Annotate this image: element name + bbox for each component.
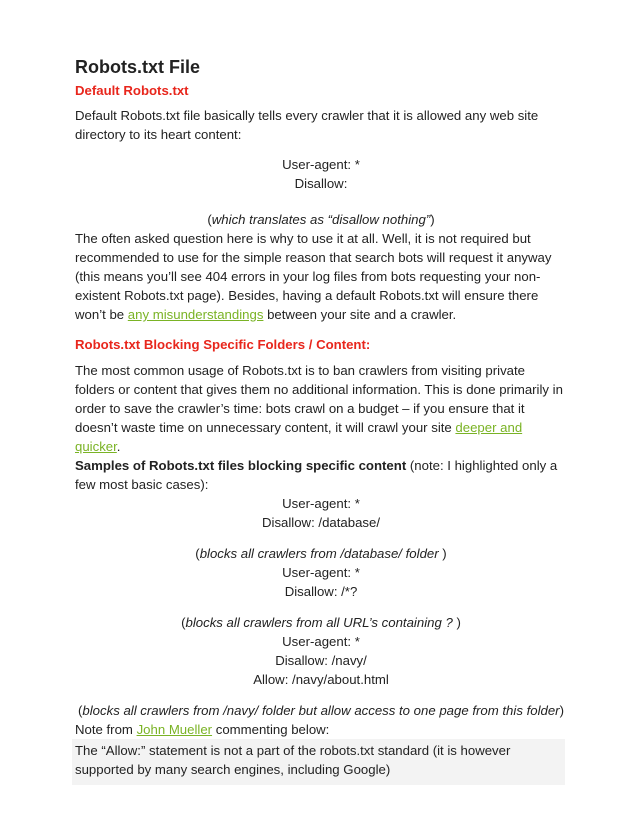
body-text: The often asked question here is why to use it at all. Well, it is not required but recommended to use for the simple reason that search bots will request it anyway (this means you’ll see 404 errors in your log files from bots requesting your non-existent Robots.txt page). Besides, having a default Robots.txt will ensure there won’t be <box>75 231 552 322</box>
code-block-default <box>75 155 567 193</box>
body-paragraph-1 <box>75 229 567 324</box>
body-text: . <box>116 439 121 454</box>
paren-close: ) <box>430 212 435 227</box>
example-3-note: (blocks all crawlers from /navy/ folder but allow access to one page from this folder) <box>78 703 564 718</box>
code-line: User-agent: * <box>282 157 360 172</box>
body-text: between your site and a crawler. <box>263 307 457 322</box>
page-title: Robots.txt File <box>75 57 200 77</box>
deeper-quicker-link[interactable]: deeper and quicker <box>75 420 523 454</box>
section-heading-blocking: Robots.txt Blocking Specific Folders / Content: <box>75 337 371 352</box>
note-from-line <box>75 720 567 739</box>
code-block-example-3 <box>75 632 567 689</box>
paren-open: ( <box>207 212 212 227</box>
code-line: Disallow: /*? <box>284 584 358 599</box>
intro-paragraph: Default Robots.txt file basically tells every crawler that it is allowed any web site directory to its heart content: <box>75 108 539 142</box>
code-line: User-agent: * <box>282 496 360 511</box>
misunderstandings-link[interactable]: any misunderstandings <box>127 307 264 322</box>
section-heading-default: Default Robots.txt <box>75 83 189 98</box>
code-block-example-2 <box>75 563 567 601</box>
samples-bold: Samples of Robots.txt files blocking specific content <box>75 458 407 473</box>
code-line: Disallow: <box>294 176 348 191</box>
code-line: User-agent: * <box>282 634 360 649</box>
samples-paragraph <box>75 456 567 494</box>
translates-italic: which translates as “disallow nothing” <box>211 212 431 227</box>
body-paragraph-2 <box>75 361 567 456</box>
note-from-suffix: commenting below: <box>212 722 330 737</box>
example-2-note-italic: blocks all crawlers from all URL’s containing ? <box>185 615 457 630</box>
code-line: Disallow: /navy/ <box>275 653 367 668</box>
note-from-text: Note from <box>75 722 137 737</box>
samples-rest: (note: I highlighted only a few most basic cases): <box>75 458 558 492</box>
code-line: User-agent: * <box>282 565 360 580</box>
code-line: Disallow: /database/ <box>261 515 381 530</box>
body-text: The most common usage of Robots.txt is to ban crawlers from visiting private folders or content that gives them no additional information. This is done primarily in order to save the crawler’s time: bots crawl on a budget – if you ensure that it doesn’t waste time on unnecessary content, it will crawl your site <box>75 363 563 435</box>
example-3-note-italic: blocks all crawlers from /navy/ folder but allow access to one page from this folder <box>82 703 560 718</box>
translates-note <box>75 210 567 229</box>
example-1-note-italic: blocks all crawlers from /database/ folder <box>199 546 443 561</box>
quote-text: The “Allow:” statement is not a part of the robots.txt standard (it is however supported by many search engines, including Google) <box>75 743 511 777</box>
example-2-note: (blocks all crawlers from all URL’s containing ? ) <box>181 615 461 630</box>
code-block-example-1 <box>75 494 567 532</box>
code-line: Allow: /navy/about.html <box>253 672 389 687</box>
document-page <box>75 56 567 785</box>
example-1-note: (blocks all crawlers from /database/ folder ) <box>195 546 447 561</box>
quote-box <box>72 739 565 785</box>
john-mueller-link[interactable]: John Mueller <box>136 722 213 737</box>
